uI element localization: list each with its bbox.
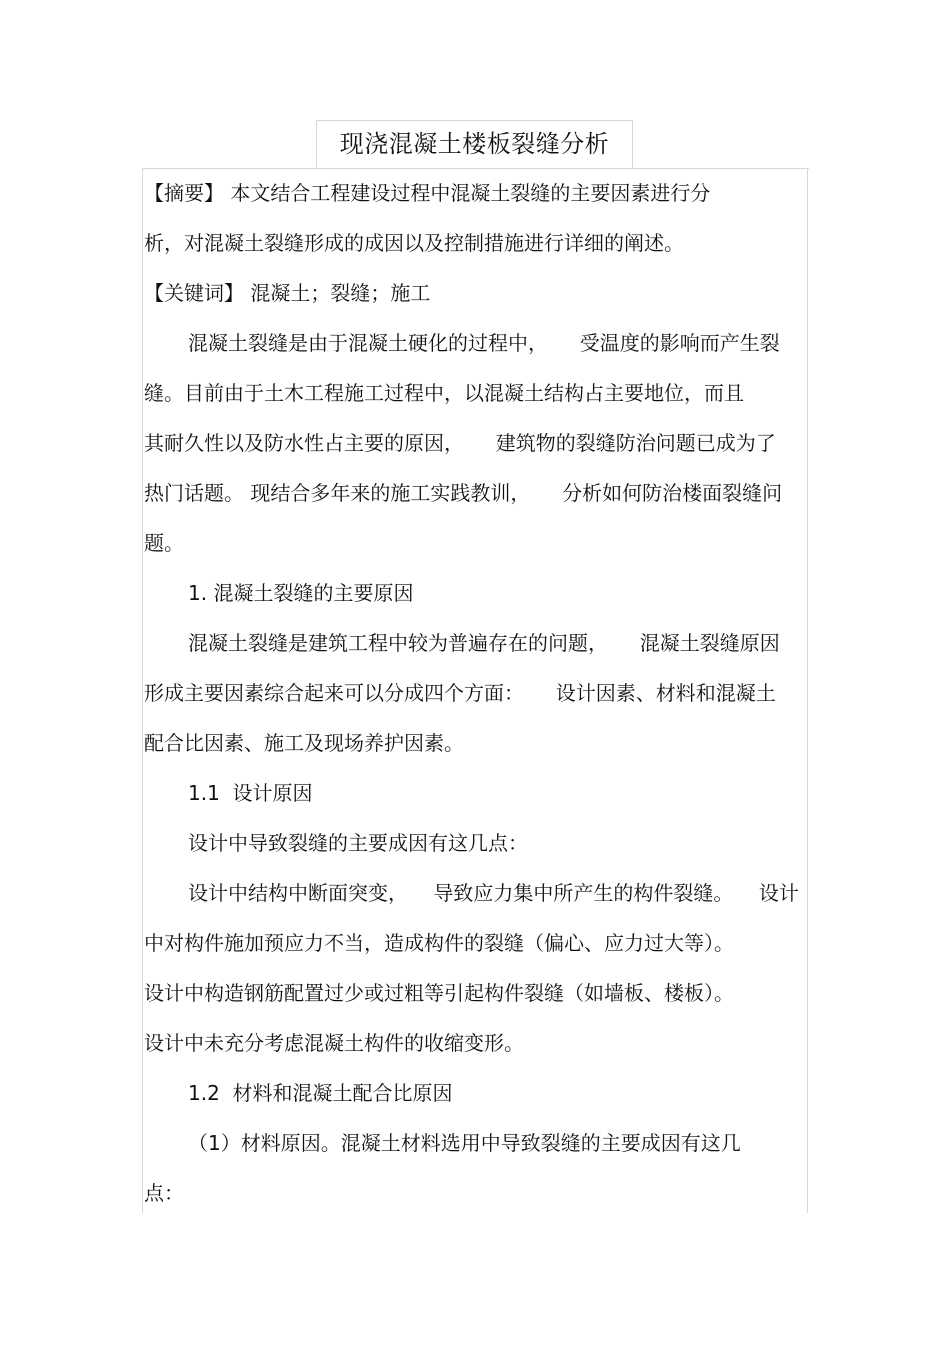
abstract-line-1: 【摘要】 本文结合工程建设过程中混凝土裂缝的主要因素进行分 bbox=[144, 181, 711, 205]
keywords-line: 【关键词】 混凝土；裂缝；施工 bbox=[144, 281, 431, 305]
paragraph-line: 热门话题。 现结合多年来的施工实践教训， 分析如何防治楼面裂缝问 bbox=[144, 481, 783, 505]
paragraph-line: 其耐久性以及防水性占主要的原因， 建筑物的裂缝防治问题已成为了 bbox=[144, 431, 776, 455]
subsection-heading: 1.1 设计原因 bbox=[188, 781, 313, 805]
paragraph-line: 中对构件施加预应力不当，造成构件的裂缝（偏心、应力过大等）。 bbox=[144, 931, 734, 955]
paragraph-line: 缝。目前由于土木工程施工过程中，以混凝土结构占主要地位，而且 bbox=[144, 381, 744, 405]
content-frame-top bbox=[142, 168, 809, 169]
paragraph-line: 形成主要因素综合起来可以分成四个方面： 设计因素、材料和混凝土 bbox=[144, 681, 776, 705]
paragraph-line: 混凝土裂缝是建筑工程中较为普遍存在的问题， 混凝土裂缝原因 bbox=[188, 631, 780, 655]
paragraph-line: 设计中导致裂缝的主要成因有这几点： bbox=[188, 831, 528, 855]
paragraph-line: 设计中构造钢筋配置过少或过粗等引起构件裂缝（如墙板、楼板）。 bbox=[144, 981, 734, 1005]
abstract-line-2: 析，对混凝土裂缝形成的成因以及控制措施进行详细的阐述。 bbox=[144, 231, 684, 255]
section-heading: 1. 混凝土裂缝的主要原因 bbox=[188, 581, 414, 605]
paragraph-line: 设计中未充分考虑混凝土构件的收缩变形。 bbox=[144, 1031, 524, 1055]
paragraph-line: 混凝土裂缝是由于混凝土硬化的过程中， 受温度的影响而产生裂 bbox=[188, 331, 780, 355]
content-frame-right bbox=[807, 168, 808, 1213]
paragraph-line: 配合比因素、施工及现场养护因素。 bbox=[144, 731, 464, 755]
paragraph-line: 题。 bbox=[144, 531, 184, 555]
subsection-heading: 1.2 材料和混凝土配合比原因 bbox=[188, 1081, 453, 1105]
document-title: 现浇混凝土楼板裂缝分析 bbox=[339, 130, 610, 158]
content-frame-left bbox=[142, 168, 143, 1213]
paragraph-line: （1）材料原因。混凝土材料选用中导致裂缝的主要成因有这几 bbox=[188, 1131, 741, 1155]
paragraph-line: 设计中结构中断面突变， 导致应力集中所产生的构件裂缝。 设计 bbox=[188, 881, 799, 905]
paragraph-line: 点： bbox=[144, 1181, 184, 1205]
